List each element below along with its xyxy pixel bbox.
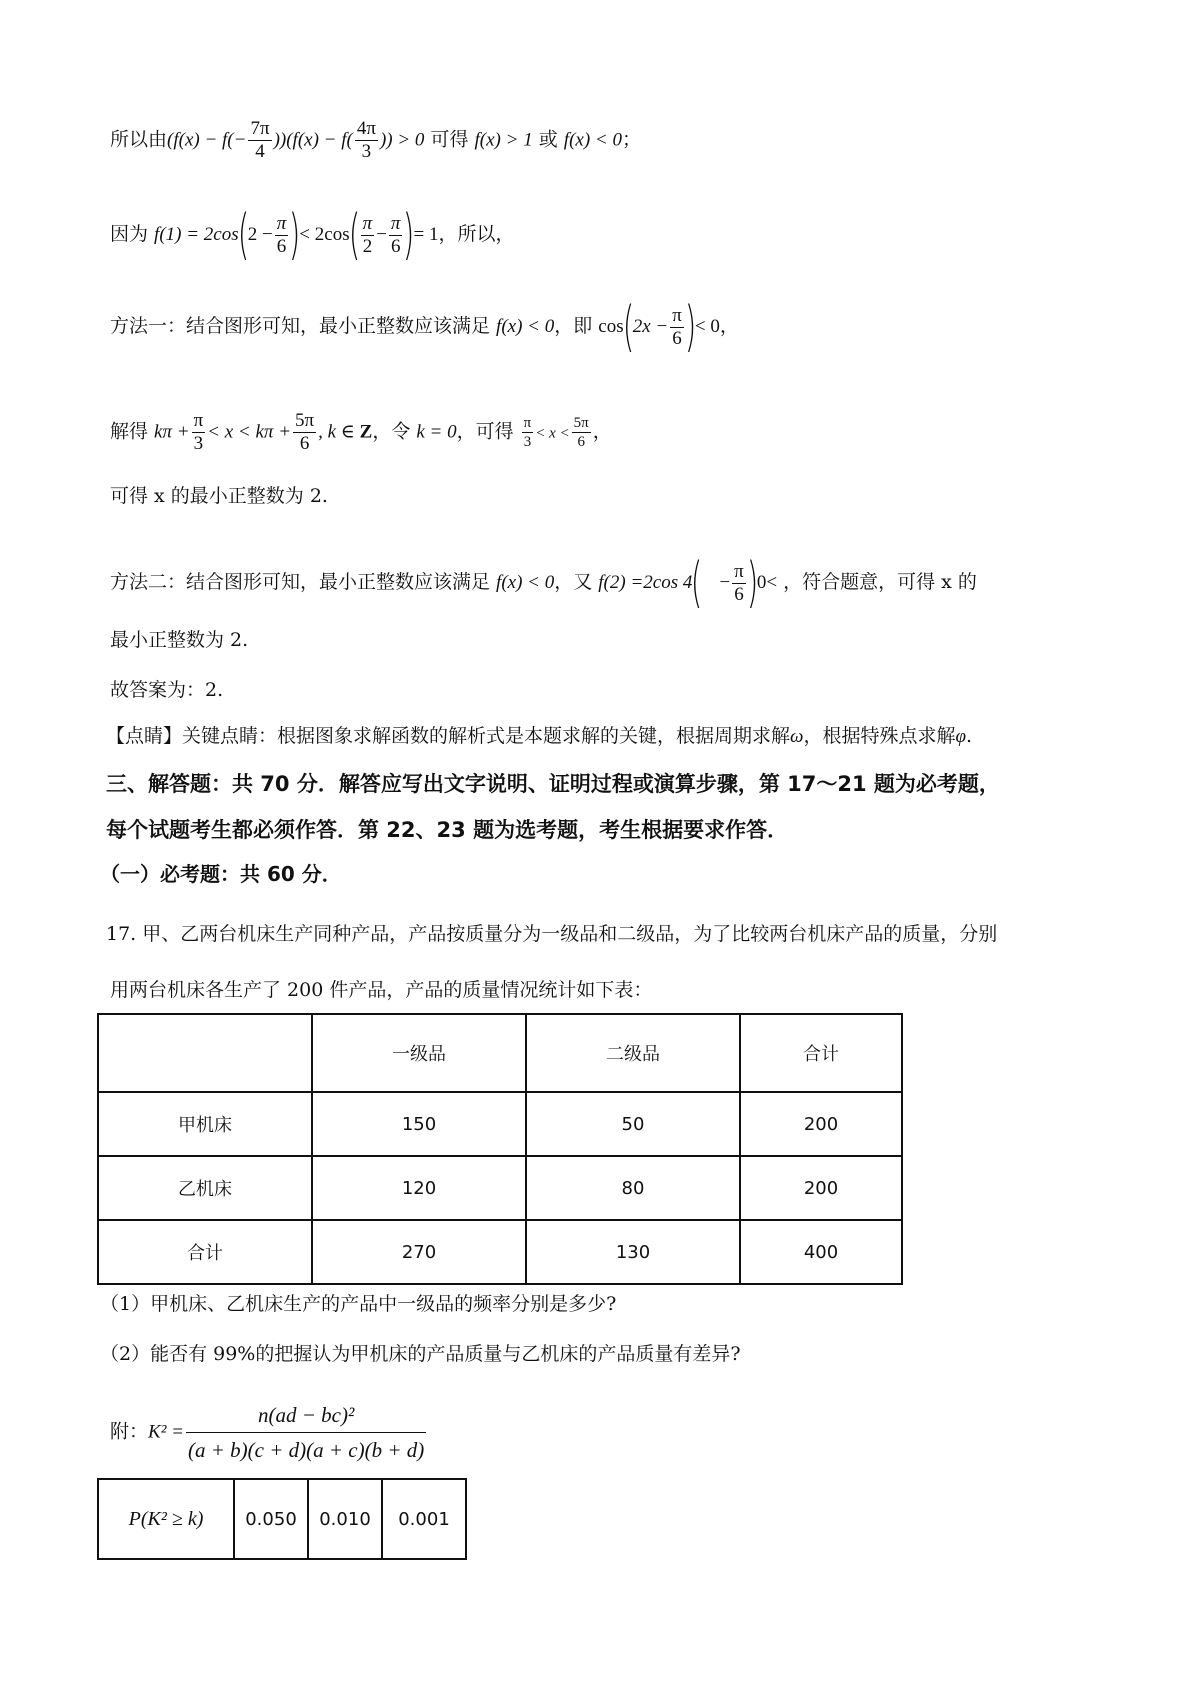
denominator: 6 (734, 583, 744, 605)
text: ， (719, 315, 739, 337)
fraction (186, 1398, 426, 1467)
numerator: π (276, 212, 287, 234)
table-cell: 400 (740, 1220, 902, 1284)
table-cell: 乙机床 (98, 1156, 312, 1220)
fraction (275, 213, 289, 258)
numerator: n(ad − bc)² (186, 1398, 426, 1433)
left-paren: ( (691, 551, 703, 614)
denominator: (a + b)(c + d)(a + c)(b + d) (187, 1438, 425, 1462)
k2-formula (110, 1398, 428, 1467)
text: （1）甲机床、乙机床生产的产品中一级品的频率分别是多少? (100, 1293, 617, 1315)
math: kπ + (154, 421, 190, 443)
numerator: π (362, 212, 373, 234)
fraction (522, 414, 534, 451)
text: ，可得 (456, 420, 520, 443)
solution-line-2 (110, 203, 515, 266)
table-cell: 0.010 (308, 1479, 382, 1559)
fraction (248, 118, 271, 163)
text: 每个试题考生都必须作答．第 22、23 题为选考题，考生根据要求作答． (106, 818, 789, 842)
fraction (192, 410, 206, 455)
right-paren: ) (288, 203, 301, 266)
table-row (98, 1156, 902, 1220)
denominator: 6 (672, 327, 682, 349)
table-cell: 合计 (98, 1220, 312, 1284)
text: . (965, 725, 973, 747)
math: 0< (756, 572, 778, 593)
math: f(x) < 0 (496, 572, 555, 593)
text: 用两台机床各生产了 200 件产品，产品的质量情况统计如下表： (110, 979, 653, 1001)
solution-line-3 (110, 295, 739, 358)
math: 2x − (632, 316, 669, 337)
text: ，又 (554, 571, 599, 593)
text: 因为 (110, 223, 155, 245)
question-17-line-2 (110, 976, 652, 1004)
solution-line-1 (110, 118, 641, 163)
text: 故答案为：2. (110, 679, 224, 701)
fraction (293, 410, 316, 455)
text: 附： (110, 1420, 149, 1443)
math: f(x) < 0 (496, 316, 555, 337)
quality-table (97, 1013, 903, 1285)
table-header-cell (98, 1014, 312, 1092)
fraction (732, 561, 746, 606)
numerator: 4π (356, 118, 376, 139)
table-cell: 0.001 (382, 1479, 466, 1559)
solution-line-5 (110, 482, 328, 510)
numerator: π (390, 212, 401, 234)
table-cell: 80 (526, 1156, 740, 1220)
solution-line-7 (110, 626, 248, 654)
table-header-cell: 一级品 (312, 1014, 526, 1092)
numerator: 7π (250, 118, 270, 139)
denominator: 6 (299, 433, 310, 454)
math: 2 − (247, 224, 273, 245)
denominator: 6 (276, 235, 287, 257)
math: < x < (535, 425, 570, 442)
text: 【点睛】关键点睛：根据图象求解函数的解析式是本题求解的关键，根据周期求解 (106, 725, 791, 747)
math: < 0 (694, 316, 720, 337)
denominator: 3 (193, 433, 204, 454)
table-cell: 200 (740, 1092, 902, 1156)
text: 17. 甲、乙两台机床生产同种产品，产品按质量分为一级品和二级品，为了比较两台机床产品的质量，分别 (106, 923, 998, 945)
sub-question-1 (100, 1290, 616, 1318)
table-cell: 270 (312, 1220, 526, 1284)
text: 可得 (424, 128, 475, 151)
table-header-row (98, 1014, 902, 1092)
text: 方法一：结合图形可知，最小正整数应该满足 (110, 315, 497, 337)
text: ； (621, 128, 641, 151)
answer-line (110, 676, 223, 704)
table-cell: 0.050 (234, 1479, 308, 1559)
denominator: 2 (362, 235, 373, 257)
table-header-cell: 二级品 (526, 1014, 740, 1092)
left-paren: ( (622, 295, 634, 358)
right-paren: ) (684, 295, 697, 358)
table-cell: P(K² ≥ k) (98, 1479, 234, 1559)
denominator: 3 (361, 141, 372, 162)
math: K² = (148, 1421, 184, 1443)
text: ，符合题意，可得 x 的 (777, 571, 977, 593)
table-cell: 130 (526, 1220, 740, 1284)
right-paren: ) (746, 551, 759, 614)
math: f(x) < 0 (563, 129, 622, 151)
denominator: 6 (390, 235, 401, 257)
sub-question-2 (100, 1340, 741, 1368)
table-cell: 甲机床 (98, 1092, 312, 1156)
text: 方法二：结合图形可知，最小正整数应该满足 (110, 571, 497, 593)
table-row (98, 1479, 466, 1559)
math: − (719, 572, 731, 593)
section-heading-1 (106, 770, 1000, 798)
left-paren: ( (237, 203, 249, 266)
math: < 2cos (299, 224, 350, 245)
numerator: 5π (573, 415, 589, 431)
key-point-line (106, 722, 972, 751)
text: 解得 (110, 420, 155, 443)
fraction (572, 414, 591, 451)
table-header-cell: 合计 (740, 1014, 902, 1092)
math: k = 0 (416, 421, 457, 443)
denominator: 6 (577, 434, 585, 450)
text: 或 (532, 128, 564, 151)
numerator: π (672, 304, 682, 326)
math: f(x) > 1 (474, 129, 533, 151)
text: 可得 x 的最小正整数为 2. (110, 485, 328, 507)
solution-line-4 (110, 410, 612, 455)
table-cell: 120 (312, 1156, 526, 1220)
text: 三、解答题：共 70 分．解答应写出文字说明、证明过程或演算步骤，第 17～21 题为必考题， (106, 772, 1000, 796)
numerator: π (734, 560, 744, 582)
table-cell: 200 (740, 1156, 902, 1220)
numerator: π (193, 410, 204, 431)
section-subheading (100, 860, 342, 888)
fraction (361, 213, 375, 258)
solution-line-6 (110, 551, 977, 614)
left-paren: ( (348, 203, 360, 266)
math: − (376, 224, 387, 245)
math: (f(x) − f(− (167, 129, 247, 151)
numerator: π (523, 415, 532, 431)
math: ω (790, 726, 804, 747)
table-row (98, 1220, 902, 1284)
math: f(2) =2cos 4 (598, 572, 693, 593)
math: φ (955, 726, 966, 747)
math: cos (598, 316, 624, 337)
text: ，根据特殊点求解 (803, 725, 956, 747)
math: f(1) = 2cos (154, 224, 239, 245)
section-heading-2 (106, 816, 788, 844)
numerator: 5π (295, 410, 315, 431)
text: ，即 (554, 315, 599, 337)
table-cell: 150 (312, 1092, 526, 1156)
fraction (355, 118, 378, 163)
text: 所以由 (110, 128, 168, 151)
text: （2）能否有 99%的把握认为甲机床的产品质量与乙机床的产品质量有差异? (100, 1343, 741, 1365)
math: )) > 0 (379, 129, 425, 151)
math: Z (359, 421, 373, 443)
math: ))(f(x) − f( (273, 129, 353, 151)
table-cell: 50 (526, 1092, 740, 1156)
denominator: 4 (255, 141, 265, 162)
fraction (389, 213, 403, 258)
k2-critical-table (97, 1478, 467, 1560)
denominator: 3 (523, 434, 532, 450)
text: （一）必考题：共 60 分． (100, 862, 342, 886)
math: , k ∈ (318, 421, 360, 443)
text: ，令 (372, 420, 417, 443)
math: < x < kπ + (207, 421, 292, 443)
text: ，所以， (438, 223, 515, 245)
fraction (670, 305, 684, 350)
text: 最小正整数为 2. (110, 629, 249, 651)
table-row (98, 1092, 902, 1156)
question-17-line-1 (106, 920, 997, 948)
math: = 1 (413, 224, 439, 245)
right-paren: ) (403, 203, 415, 266)
text: ， (592, 420, 612, 443)
